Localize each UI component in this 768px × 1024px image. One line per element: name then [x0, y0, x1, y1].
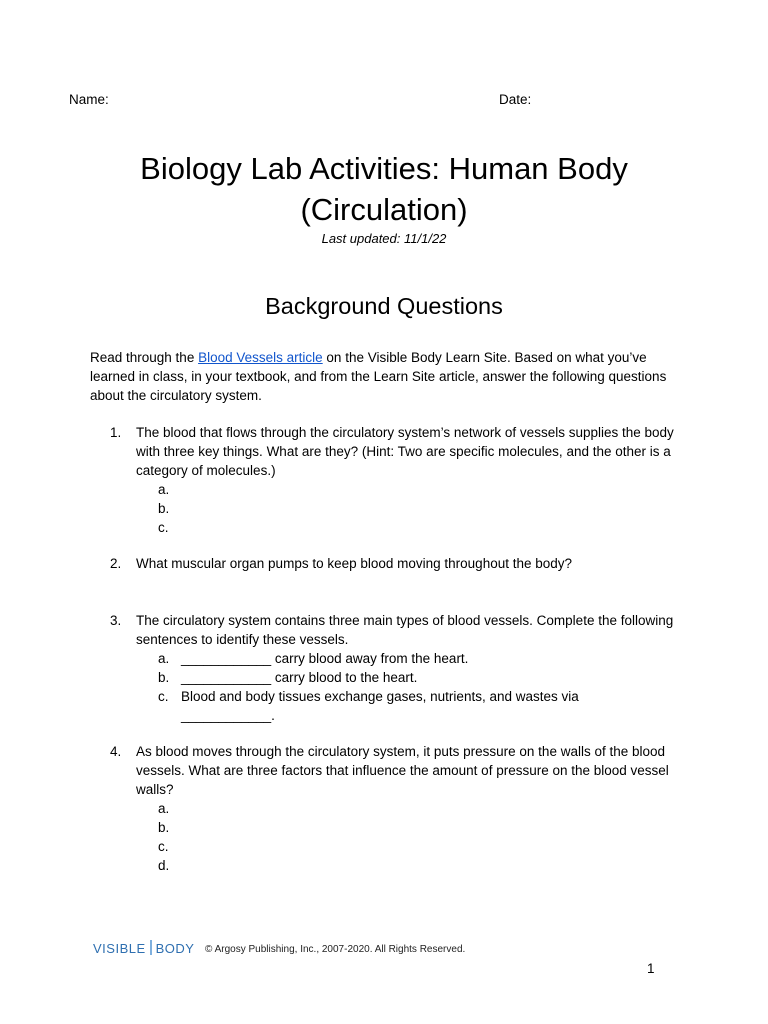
section-title: Background Questions [265, 293, 503, 319]
answer-item [158, 856, 680, 875]
question-3 [110, 611, 680, 725]
intro-paragraph [90, 348, 675, 405]
answer-letter: c. [158, 839, 169, 854]
logo-word-body: BODY [155, 941, 195, 956]
question-number: 4. [110, 744, 122, 759]
blood-vessels-article-link[interactable]: Blood Vessels article [198, 350, 323, 365]
question-4 [110, 742, 680, 875]
intro-text-before: Read through the [90, 350, 199, 365]
logo-word-visible: VISIBLE [93, 941, 146, 956]
answer-item [158, 818, 680, 837]
question-1 [110, 423, 680, 537]
question-text: What muscular organ pumps to keep blood moving throughout the body? [136, 556, 573, 571]
page-number: 1 [647, 961, 655, 976]
answer-item [158, 480, 680, 499]
answer-item [158, 499, 680, 518]
answer-item [158, 837, 680, 856]
answer-text: ____________ carry blood away from the heart. [181, 651, 469, 666]
answer-letter: a. [158, 801, 170, 816]
document-title: Biology Lab Activities: Human Body (Circulation) [140, 151, 628, 227]
copyright-notice: © Argosy Publishing, Inc., 2007-2020. All Rights Reserved. [205, 944, 466, 955]
question-text: The blood that flows through the circulatory system’s network of vessels supplies the body with three key things. What are they? (Hint: Two are specific molecules, and the other is a category of molecules.) [136, 425, 674, 478]
answer-item [158, 799, 680, 818]
answer-letter: b. [158, 501, 170, 516]
answer-text: Blood and body tissues exchange gases, nutrients, and wastes via ____________. [181, 689, 579, 723]
name-label: Name: [69, 92, 109, 107]
question-text: The circulatory system contains three main types of blood vessels. Complete the following sentences to identify these vessels. [136, 613, 674, 647]
answer-letter: b. [158, 820, 170, 835]
answer-letter: a. [158, 482, 170, 497]
answer-text: ____________ carry blood to the heart. [181, 670, 418, 685]
answer-letter: c. [158, 520, 169, 535]
question-number: 1. [110, 425, 122, 440]
answer-letter: b. [158, 670, 170, 685]
question-number: 2. [110, 556, 122, 571]
answer-item [158, 649, 680, 668]
answer-letter: d. [158, 858, 170, 873]
answer-letter: c. [158, 689, 169, 704]
visible-body-logo [93, 940, 194, 956]
last-updated: Last updated: 11/1/22 [321, 231, 447, 246]
answer-letter: a. [158, 651, 170, 666]
answer-item [158, 518, 680, 537]
logo-divider [150, 940, 152, 955]
date-label: Date: [499, 92, 532, 107]
question-2 [110, 554, 680, 573]
question-text: As blood moves through the circulatory system, it puts pressure on the walls of the blood vessels. What are three factors that influence the amount of pressure on the blood vessel walls? [136, 744, 669, 797]
answer-item [158, 668, 680, 687]
question-number: 3. [110, 613, 122, 628]
answer-item [158, 687, 598, 725]
intro-text-after: on the Visible Body Learn Site. Based on what you’ve learned in class, in your textbook, and from the Learn Site article, answer the following questions about the circulatory system. [90, 350, 667, 403]
